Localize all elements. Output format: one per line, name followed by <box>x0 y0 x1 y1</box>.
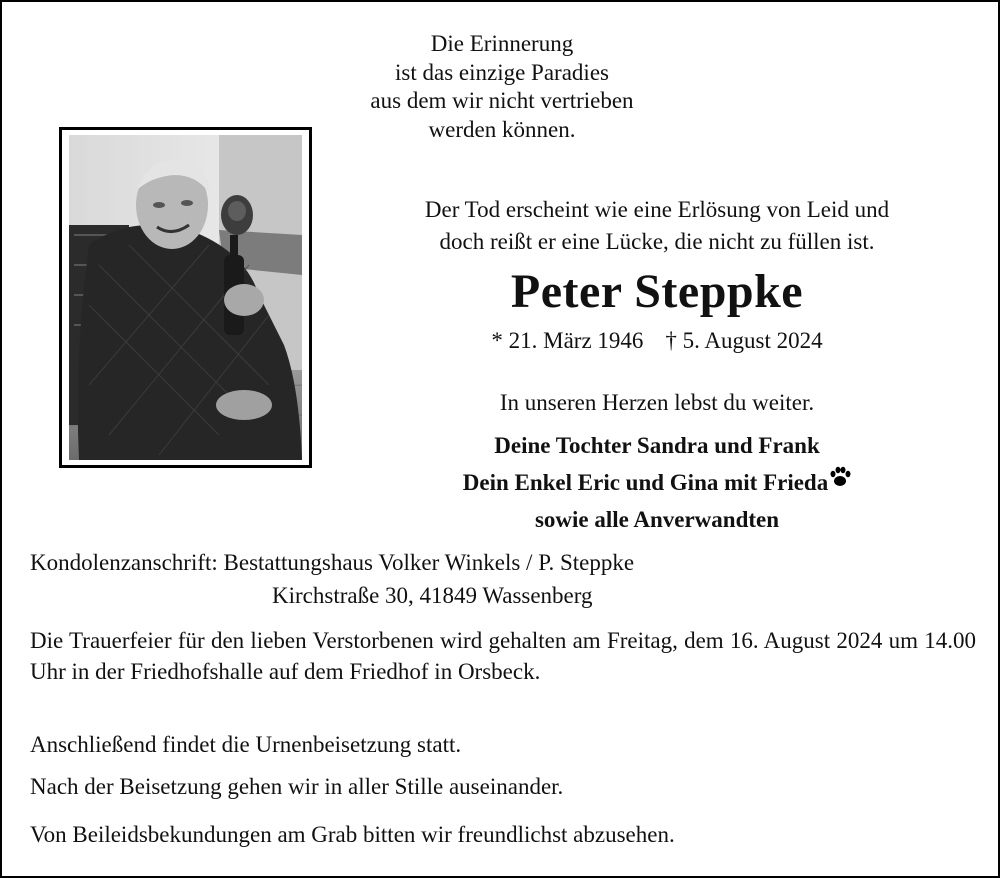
condolence-address-line2: Kirchstraße 30, 41849 Wassenberg <box>272 583 593 608</box>
life-dates <box>347 328 967 354</box>
deceased-name: Peter Steppke <box>510 265 804 318</box>
poem-line: Die Erinnerung <box>430 31 574 56</box>
family-line: sowie alle Anverwandten <box>534 507 780 532</box>
quote-line: Der Tod erscheint wie eine Erlösung von Leid und <box>424 197 890 222</box>
family-line-with-paw <box>347 464 967 501</box>
birth-date: * 21. März 1946 <box>491 328 644 353</box>
family-line: Deine Tochter Sandra und Frank <box>494 433 820 458</box>
quote <box>347 194 967 258</box>
poem-line: ist das einzige Paradies <box>395 59 609 85</box>
paw-print-icon <box>829 464 851 501</box>
family-line: Dein Enkel Eric und Gina mit Frieda <box>462 470 829 495</box>
poem-line: aus dem wir nicht vertrieben <box>370 88 634 113</box>
heart-line: In unseren Herzen lebst du weiter. <box>499 390 815 415</box>
poem <box>302 30 702 144</box>
quiet-line: Nach der Beisetzung gehen wir in aller Stille auseinander. <box>30 774 564 799</box>
urn-burial-line: Anschließend findet die Urnenbeisetzung statt. <box>30 732 462 757</box>
no-condolences-line: Von Beileidsbekundungen am Grab bitten wir freundlichst abzusehen. <box>30 822 675 847</box>
ceremony-paragraph: Die Trauerfeier für den lieben Verstorbenen wird gehalten am Freitag, dem 16. August 2024 um 14.00 Uhr in der Friedhofshalle auf dem Friedhof in Orsbeck. <box>30 628 976 684</box>
condolence-address-line1: Kondolenzanschrift: Bestattungshaus Volker Winkels / P. Steppke <box>30 550 635 575</box>
poem-line: werden können. <box>428 116 576 142</box>
death-date: † 5. August 2024 <box>665 328 823 353</box>
portrait-photo <box>69 135 302 460</box>
family-signatures <box>347 427 967 538</box>
quote-line: doch reißt er eine Lücke, die nicht zu füllen ist. <box>439 229 875 254</box>
portrait-illustration <box>69 135 302 460</box>
portrait-frame <box>59 127 312 468</box>
